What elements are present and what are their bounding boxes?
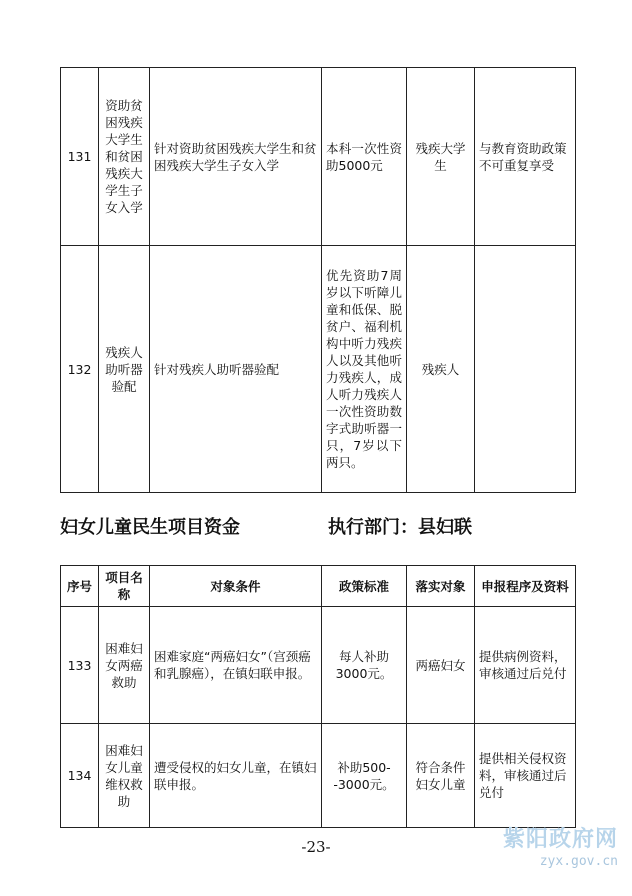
beneficiary: 两癌妇女 (407, 607, 475, 724)
policy-standard: 本科一次性资助5000元 (322, 68, 407, 246)
policy-standard: 优先资助7周岁以下听障儿童和低保、脱贫户、福利机构中听力残疾人以及其他听力残疾人，成人听力残疾人一次性资助数字式助听器一只，7岁以下两只。 (322, 246, 407, 493)
project-name: 资助贫困残疾大学生和贫困残疾大学生子女入学 (99, 68, 150, 246)
header-name: 项目名称 (99, 566, 150, 607)
table-row (61, 607, 576, 724)
application-procedure: 提供相关侵权资料，审核通过后兑付 (475, 724, 576, 828)
row-number: 132 (61, 246, 99, 493)
project-name: 残疾人助听器验配 (99, 246, 150, 493)
table-row (61, 246, 576, 493)
table-row (61, 68, 576, 246)
site-watermark (478, 826, 618, 882)
application-procedure: 提供病例资料，审核通过后兑付 (475, 607, 576, 724)
header-standard: 政策标准 (322, 566, 407, 607)
header-no: 序号 (61, 566, 99, 607)
assistance-table-women-children (60, 565, 576, 828)
table-row (61, 724, 576, 828)
row-number: 131 (61, 68, 99, 246)
assistance-table-disabled (60, 67, 576, 493)
target-condition: 针对资助贫困残疾大学生和贫困残疾大学生子女入学 (150, 68, 322, 246)
header-condition: 对象条件 (150, 566, 322, 607)
policy-standard: 补助500--3000元。 (322, 724, 407, 828)
header-target: 落实对象 (407, 566, 475, 607)
beneficiary: 残疾大学生 (407, 68, 475, 246)
section-title: 妇女儿童民生项目资金 (60, 517, 240, 538)
page-number: -23- (301, 838, 331, 856)
policy-standard: 每人补助3000元。 (322, 607, 407, 724)
row-number: 134 (61, 724, 99, 828)
project-name: 困难妇女两癌救助 (99, 607, 150, 724)
beneficiary: 符合条件妇女儿童 (407, 724, 475, 828)
table-header-row (61, 566, 576, 607)
project-name: 困难妇女儿童维权救助 (99, 724, 150, 828)
section-heading (60, 514, 575, 542)
target-condition: 遭受侵权的妇女儿童，在镇妇联申报。 (150, 724, 322, 828)
watermark-title: 紫阳政府网 (502, 827, 618, 852)
row-number: 133 (61, 607, 99, 724)
executing-department: 执行部门：县妇联 (328, 517, 472, 538)
target-condition: 针对残疾人助听器验配 (150, 246, 322, 493)
watermark-url: zyx.gov.cn (539, 854, 618, 869)
header-procedure: 申报程序及资料 (475, 566, 576, 607)
application-procedure: 与教育资助政策不可重复享受 (475, 68, 576, 246)
application-procedure (475, 246, 576, 493)
target-condition: 困难家庭“两癌妇女”（宫颈癌和乳腺癌），在镇妇联申报。 (150, 607, 322, 724)
beneficiary: 残疾人 (407, 246, 475, 493)
